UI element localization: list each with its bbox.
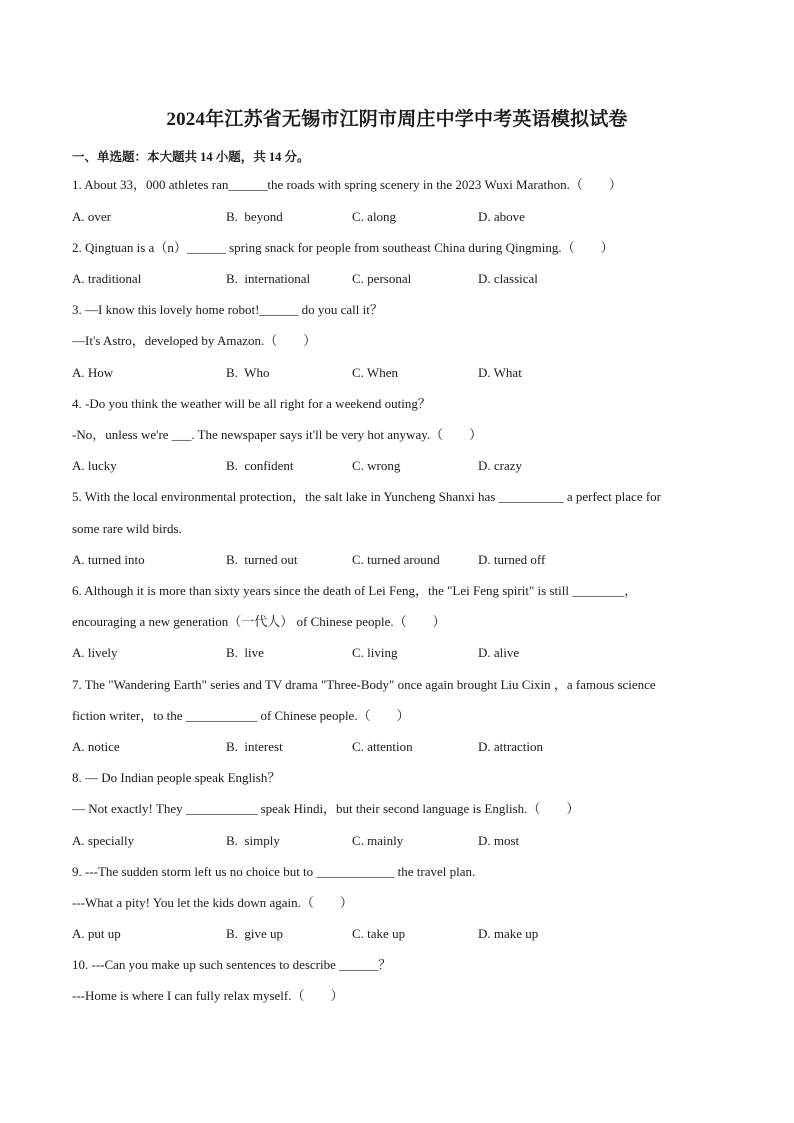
option-c: C. take up <box>352 926 406 941</box>
question-9-text-line2: ---What a pity! You let the kids down again.（ ） <box>72 895 353 910</box>
question-1-options <box>72 209 632 225</box>
option-d: D. above <box>478 209 525 224</box>
question-8-options <box>72 833 632 849</box>
option-c: C. living <box>352 645 398 660</box>
question-3-text-line2: —It's Astro，developed by Amazon.（ ） <box>72 333 317 348</box>
option-b: B. beyond <box>226 209 283 224</box>
option-b: B. interest <box>226 739 283 754</box>
option-c: C. wrong <box>352 458 401 473</box>
option-a: A. turned into <box>72 552 145 567</box>
option-d: D. attraction <box>478 739 543 754</box>
question-7-options <box>72 739 632 755</box>
question-7-text: 7. The "Wandering Earth" series and TV drama "Three-Body" once again brought Liu Cixin ，a famous science <box>72 677 656 692</box>
option-d: D. What <box>478 365 522 380</box>
option-a: A. lucky <box>72 458 117 473</box>
option-d: D. most <box>478 833 520 848</box>
option-b: B. confident <box>226 458 294 473</box>
option-a: A. lively <box>72 645 118 660</box>
option-b: B. simply <box>226 833 280 848</box>
question-6-text-line2: encouraging a new generation（一代人） of Chinese people.（ ） <box>72 614 446 629</box>
question-3-text: 3. —I know this lovely home robot!______ do you call it？ <box>72 302 383 317</box>
option-d: D. turned off <box>478 552 546 567</box>
option-b: B. give up <box>226 926 284 941</box>
option-a: A. put up <box>72 926 121 941</box>
question-1-text: 1. About 33，000 athletes ran______the roads with spring scenery in the 2023 Wuxi Marathon.（ ） <box>72 177 622 192</box>
question-9-options <box>72 926 632 942</box>
option-b: B. Who <box>226 365 270 380</box>
question-7-text-line2: fiction writer，to the ___________ of Chinese people.（ ） <box>72 708 410 723</box>
option-d: D. alive <box>478 645 520 660</box>
question-4-options <box>72 458 632 474</box>
option-c: C. mainly <box>352 833 404 848</box>
option-a: A. specially <box>72 833 135 848</box>
option-a: A. notice <box>72 739 120 754</box>
option-d: D. crazy <box>478 458 523 473</box>
option-c: C. along <box>352 209 397 224</box>
option-c: C. personal <box>352 271 412 286</box>
question-2-text: 2. Qingtuan is a（n）______ spring snack for people from southeast China during Qingming.（ ） <box>72 240 614 255</box>
question-10-text-line2: ---Home is where I can fully relax myself.（ ） <box>72 988 344 1003</box>
option-b: B. turned out <box>226 552 298 567</box>
question-9-text: 9. ---The sudden storm left us no choice but to ____________ the travel plan. <box>72 864 476 879</box>
question-4-text-line2: -No，unless we're ___. The newspaper says it'll be very hot anyway.（ ） <box>72 427 483 442</box>
question-5-text-line2: some rare wild birds. <box>72 521 182 536</box>
question-10-text: 10. ---Can you make up such sentences to describe ______？ <box>72 957 392 972</box>
question-5-options <box>72 552 632 568</box>
question-2-options <box>72 271 632 287</box>
question-3-options <box>72 365 632 381</box>
question-4-text: 4. -Do you think the weather will be all right for a weekend outing？ <box>72 396 431 411</box>
question-6-text: 6. Although it is more than sixty years since the death of Lei Feng，the "Lei Feng spirit" is still ________， <box>72 583 638 598</box>
option-c: C. attention <box>352 739 413 754</box>
option-b: B. live <box>226 645 264 660</box>
option-a: A. over <box>72 209 111 224</box>
option-d: D. classical <box>478 271 538 286</box>
option-d: D. make up <box>478 926 539 941</box>
question-8-text: 8. — Do Indian people speak English？ <box>72 770 281 785</box>
page-title: 2024年江苏省无锡市江阴市周庄中学中考英语模拟试卷 <box>166 109 628 130</box>
question-8-text-line2: — Not exactly! They ___________ speak Hindi，but their second language is English.（ ） <box>72 801 580 816</box>
option-c: C. turned around <box>352 552 440 567</box>
option-a: A. How <box>72 365 114 380</box>
section-heading: 一、单选题：本大题共 14 小题，共 14 分。 <box>72 150 310 164</box>
question-5-text: 5. With the local environmental protection，the salt lake in Yuncheng Shanxi has __________ a perfect place for <box>72 489 661 504</box>
option-b: B. international <box>226 271 311 286</box>
question-6-options <box>72 645 632 661</box>
option-c: C. When <box>352 365 398 380</box>
option-a: A. traditional <box>72 271 142 286</box>
